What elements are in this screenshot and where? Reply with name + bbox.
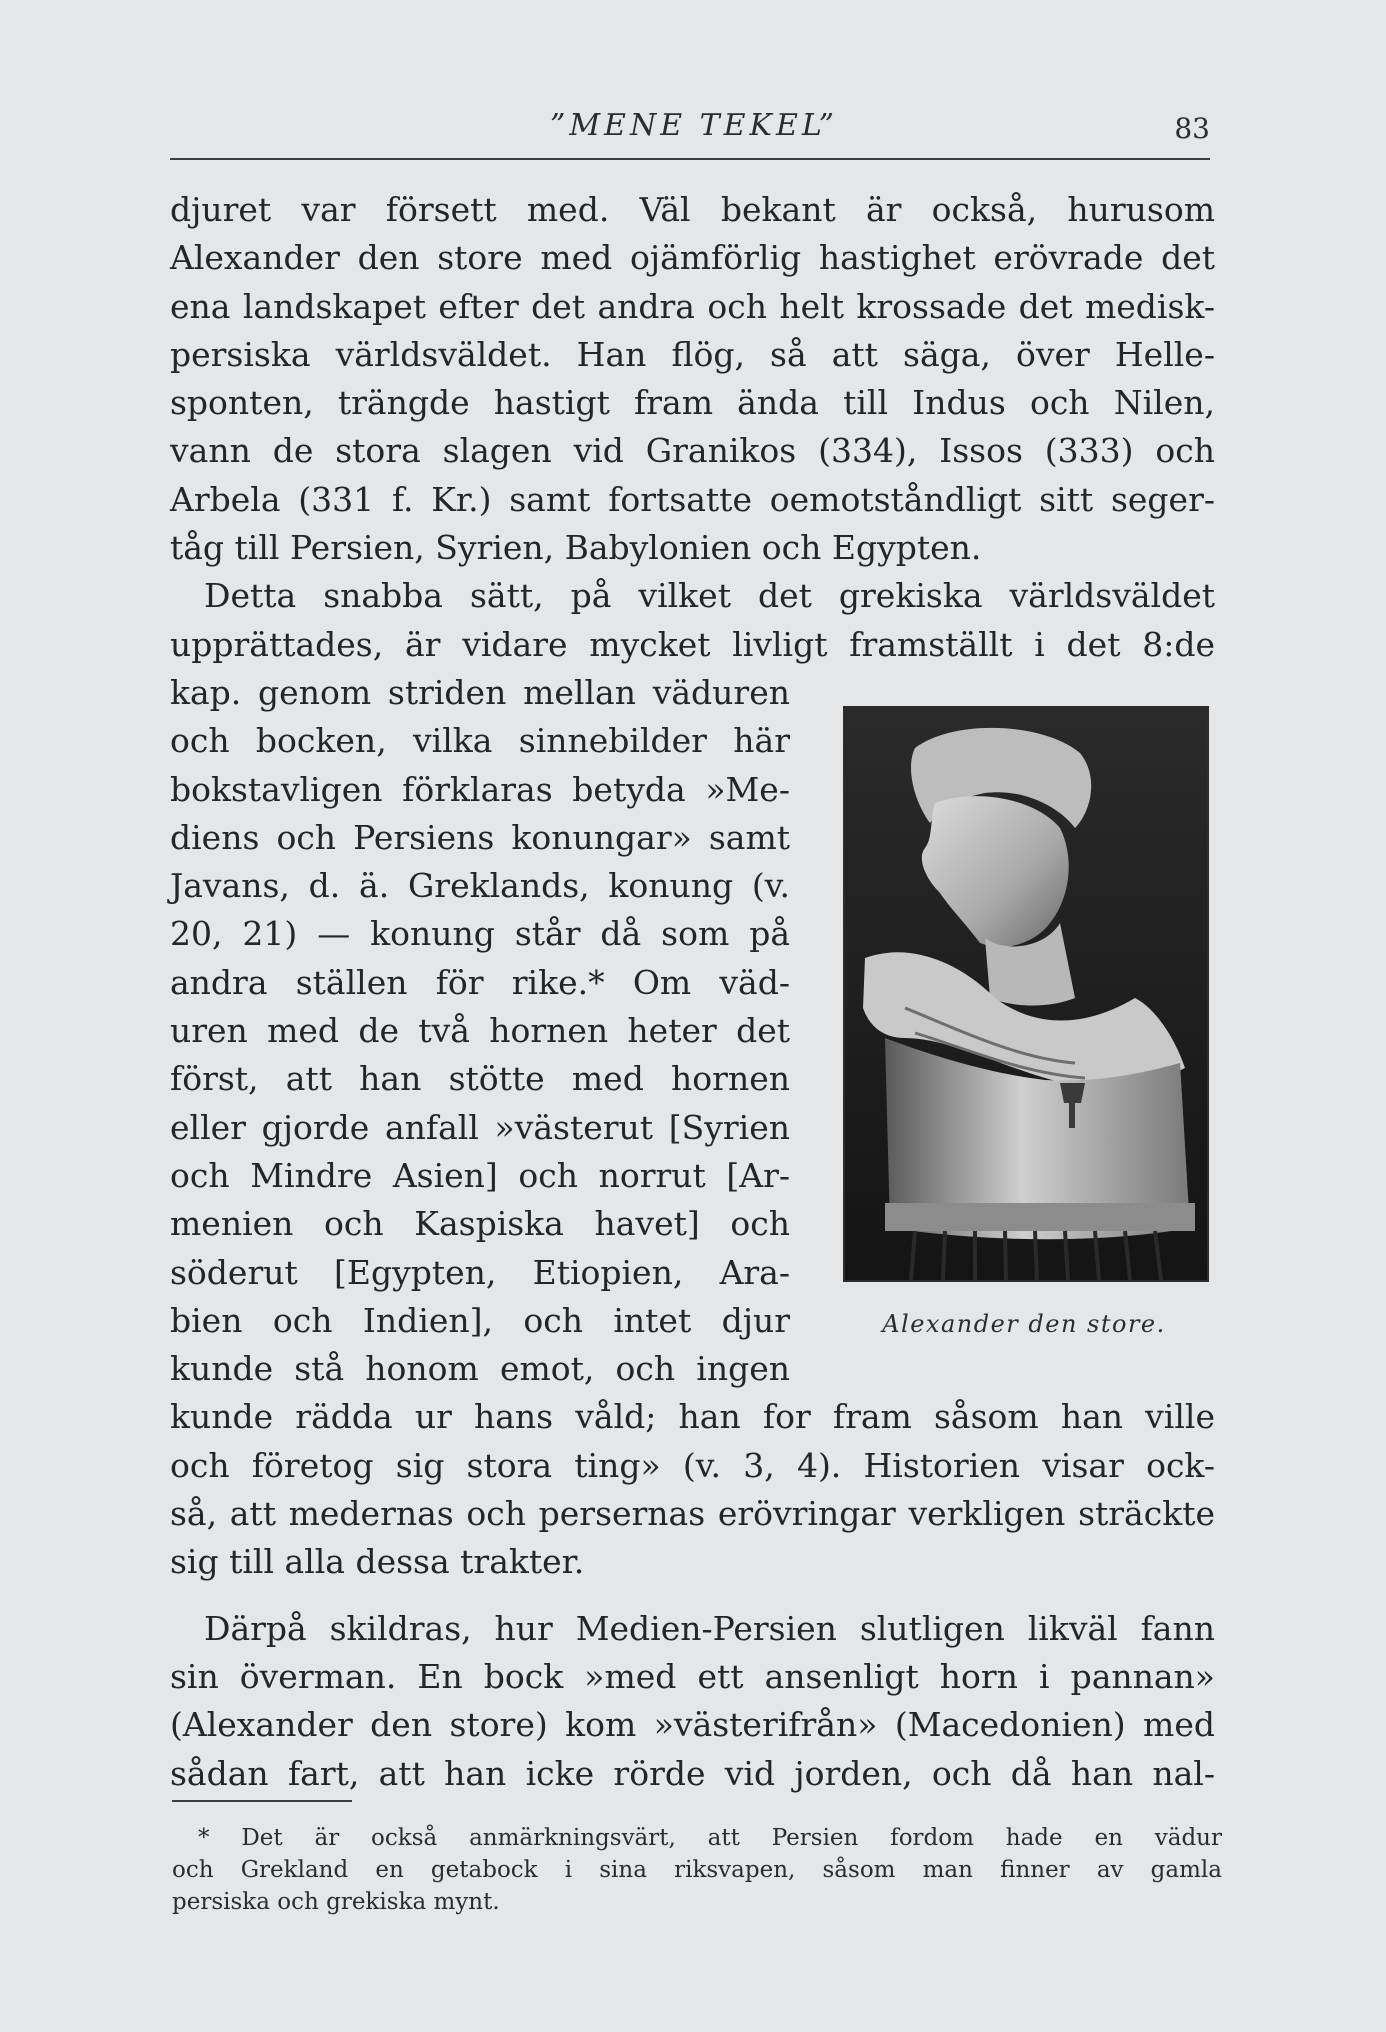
text-line: vann de stora slagen vid Granikos (334), Issos (333) och — [170, 431, 1215, 471]
text-line: Javans, d. ä. Greklands, konung (v. — [170, 866, 790, 906]
alexander-bust-illustration — [843, 706, 1209, 1282]
footnote — [172, 1822, 1222, 1918]
text-line: tåg till Persien, Syrien, Babylonien och Egypten. — [170, 528, 982, 568]
text-line: sponten, trängde hastigt fram ända till Indus och Nilen, — [170, 383, 1215, 423]
text-line: persiska världsväldet. Han flög, så att säga, över Helle- — [170, 334, 1215, 374]
text-line: sin överman. En bock »med ett ansenligt horn i pannan» — [170, 1656, 1215, 1696]
text-line: sådan fart, att han icke rörde vid jorden, och då han nal- — [170, 1753, 1215, 1793]
text-line: djuret var försett med. Väl bekant är också, hurusom — [170, 190, 1215, 229]
footnote-rule — [172, 1800, 352, 1802]
text-line: Därpå skildras, hur Medien-Persien slutligen likväl fann — [204, 1608, 1215, 1648]
text-line: bokstavligen förklaras betyda »Me- — [170, 769, 790, 809]
bust-engraving-image — [845, 708, 1207, 1280]
page-header — [170, 108, 1210, 152]
text-line: så, att medernas och persernas erövringar verkligen sträckte — [170, 1494, 1215, 1534]
text-line: sig till alla dessa trakter. — [170, 1542, 585, 1582]
footnote-line: * Det är också anmärkningsvärt, att Persien fordom hade en vädur — [198, 1825, 1222, 1851]
text-line: och företog sig stora ting» (v. 3, 4). Historien visar ock- — [170, 1445, 1215, 1485]
figure-caption: Alexander den store. — [882, 1310, 1166, 1338]
text-line: menien och Kaspiska havet] och — [170, 1204, 790, 1244]
text-line: söderut [Egypten, Etiopien, Ara- — [170, 1252, 790, 1292]
text-line: och bocken, vilka sinnebilder här — [170, 721, 790, 761]
text-line: Detta snabba sätt, på vilket det grekiska världsväldet — [204, 576, 1215, 616]
text-line: ena landskapet efter det andra och helt krossade det medisk- — [170, 286, 1215, 326]
text-line: först, att han stötte med hornen — [170, 1059, 790, 1099]
text-line: andra ställen för rike.* Om väd- — [170, 962, 790, 1002]
text-line: upprättades, är vidare mycket livligt framställt i det 8:de — [170, 624, 1215, 664]
text-line: diens och Persiens konungar» samt — [170, 817, 790, 857]
text-line: kap. genom striden mellan väduren — [170, 672, 790, 712]
footnote-line: persiska och grekiska mynt. — [172, 1889, 500, 1915]
paragraph-gap — [170, 1587, 1215, 1605]
text-line: (Alexander den store) kom »västerifrån» (Macedonien) med — [170, 1705, 1215, 1745]
text-line: bien och Indien], och intet djur — [170, 1300, 790, 1340]
running-title: ”MENE TEKEL” — [550, 108, 838, 143]
page-number: 83 — [1174, 112, 1210, 145]
text-line: uren med de två hornen heter det — [170, 1011, 790, 1051]
text-line: kunde stå honom emot, och ingen — [170, 1349, 790, 1389]
text-line: kunde rädda ur hans våld; han for fram såsom han ville — [170, 1397, 1215, 1437]
text-line: 20, 21) — konung står då som på — [170, 914, 790, 954]
text-line: och Mindre Asien] och norrut [Ar- — [170, 1155, 790, 1195]
text-line: Arbela (331 f. Kr.) samt fortsatte oemotståndligt sitt seger- — [170, 479, 1215, 519]
text-line: Alexander den store med ojämförlig hastighet erövrade det — [170, 238, 1215, 278]
header-rule — [170, 158, 1210, 160]
text-line: eller gjorde anfall »västerut [Syrien — [170, 1107, 790, 1147]
footnote-line: och Grekland en getabock i sina riksvapen, såsom man finner av gamla — [172, 1857, 1222, 1883]
